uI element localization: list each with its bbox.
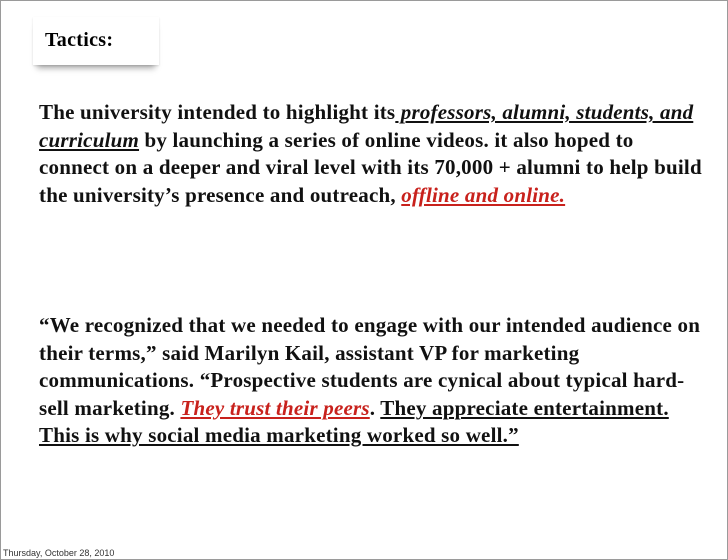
footer-date: Thursday, October 28, 2010 [3,548,115,558]
paragraph2-text-2: . [369,395,381,420]
paragraph-quote [39,312,709,450]
paragraph1-emphasis-subjects: professors, alumni, students, and curriculum [39,100,694,152]
paragraph2-emphasis-trust-peers: They trust their peers [180,395,370,420]
paragraph1-text-2: by launching a series of online videos. it also hoped to connect on a deeper and viral level with its 70,000 + alumni to help build the university’s presence and outreach, [39,127,702,207]
paragraph2-emphasis-entertainment: They appreciate entertainment. This is why social media marketing worked so well.” [39,395,669,447]
paragraph1-text-1: The university intended to highlight its [39,100,396,124]
tactics-tag [33,17,159,65]
tag-label: Tactics: [45,29,114,51]
paragraph1-emphasis-offline-online: offline and online. [401,182,566,207]
paragraph2-text-1: “We recognized that we needed to engage with our intended audience on their terms,” said Marilyn Kail, assistant VP for marketing communications. “Prospective students are cynical about typical hard-sell marketing. [39,313,701,420]
paragraph-tactics [39,99,709,209]
